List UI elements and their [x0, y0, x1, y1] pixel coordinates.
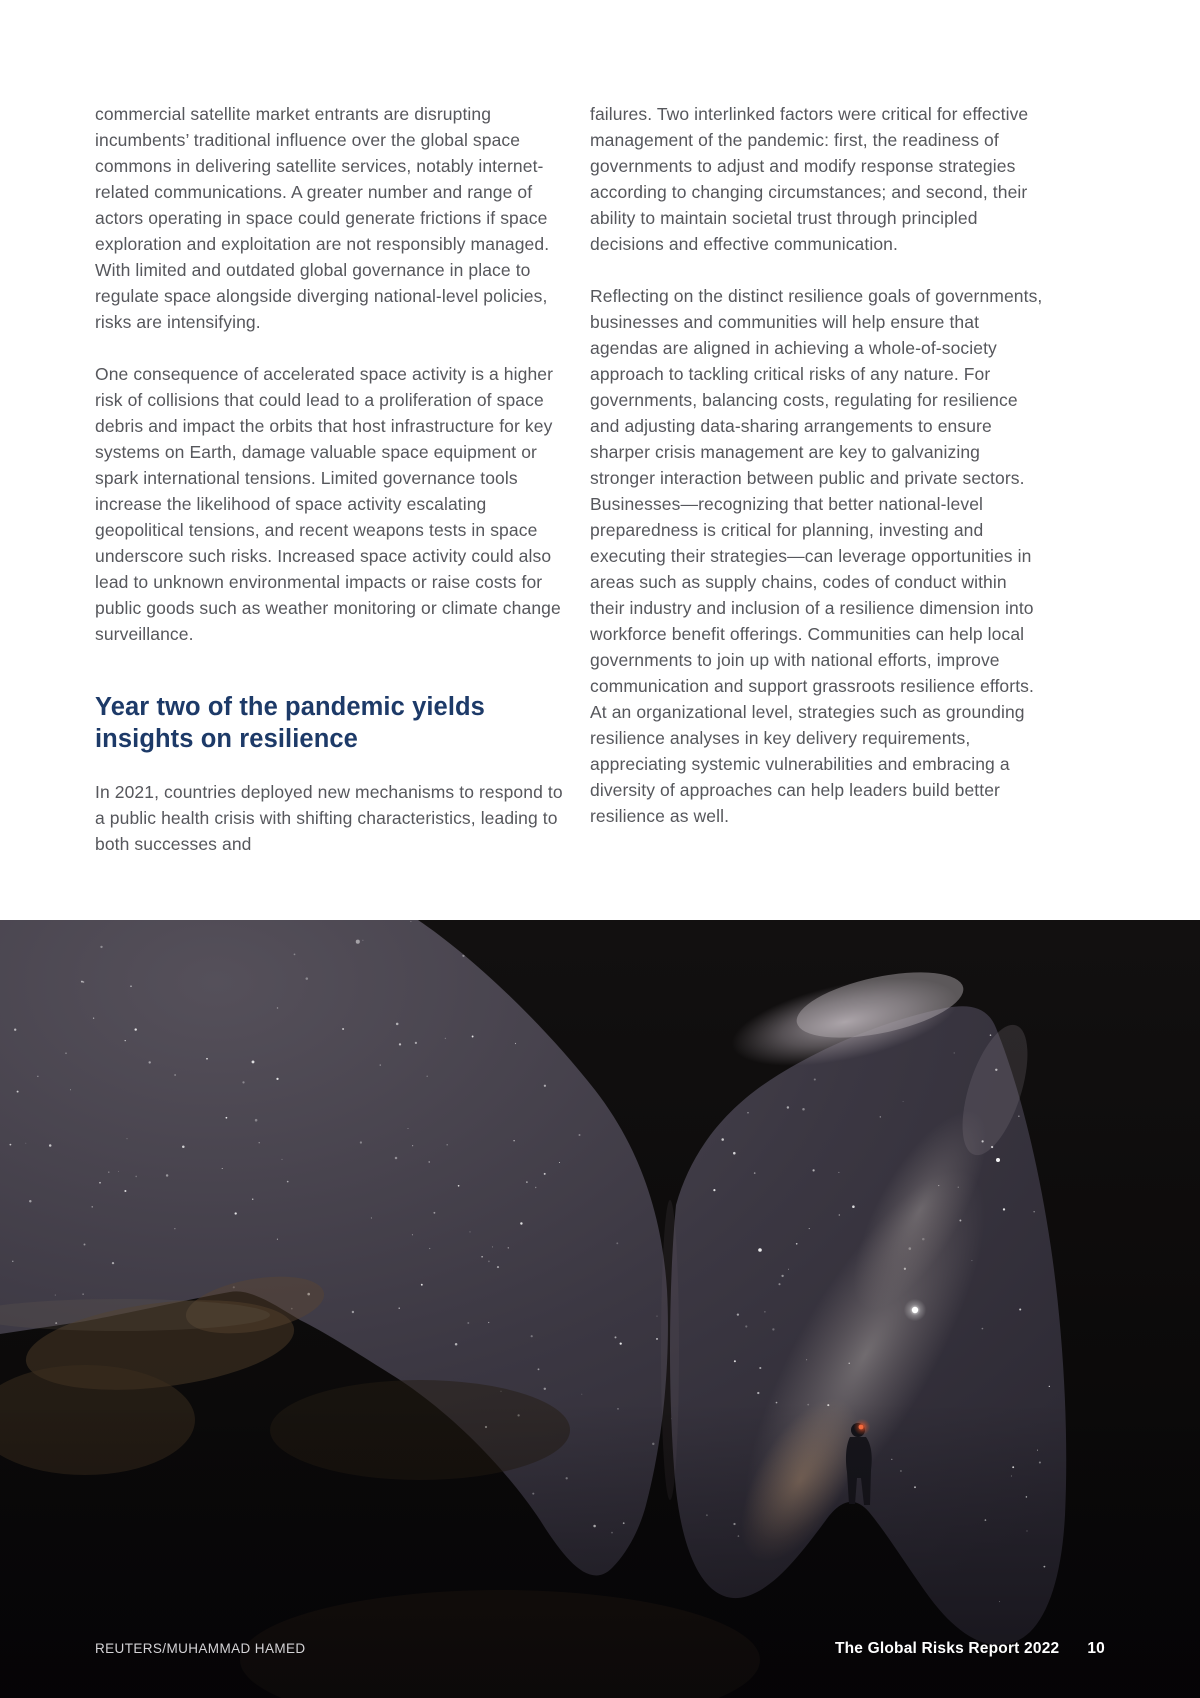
- section-heading: Year two of the pandemic yields insights on resilience: [95, 693, 485, 753]
- right-text-column: [590, 101, 1045, 855]
- page-footer: [835, 1640, 1105, 1658]
- photo-illustration: [0, 920, 1200, 1698]
- paragraph: failures. Two interlinked factors were critical for effective management of the pandemic: first, the readiness of governments to adjust and modify response strategies according to changing circumstances; and second, their ability to maintain societal trust through principled decisions and effective communication.: [590, 104, 1029, 254]
- report-title: The Global Risks Report 2022: [834, 1640, 1060, 1657]
- paragraph: One consequence of accelerated space activity is a higher risk of collisions that could lead to a proliferation of space debris and impact the orbits that host infrastructure for key systems on Earth, damage valuable space equipment or spark international tensions. Limited governance tools increase the likelihood of space activity escalating geopolitical tensions, and recent weapons tests in space underscore such risks. Increased space activity could also lead to unknown environmental impacts or raise costs for public goods such as weather monitoring or climate change surveillance.: [95, 364, 561, 644]
- paragraph: commercial satellite market entrants are disrupting incumbents’ traditional influence over the global space commons in delivering satellite services, notably internet-related communications. A greater number and range of actors operating in space could generate frictions if space exploration and exploitation are not responsibly managed. With limited and outdated global governance in place to regulate space alongside diverging national-level policies, risks are intensifying.: [95, 104, 550, 332]
- night-sky-arch-photo: [0, 920, 1200, 1698]
- left-text-column: [95, 101, 567, 883]
- paragraph: Reflecting on the distinct resilience goals of governments, businesses and communities will help ensure that agendas are aligned in achieving a whole-of-society approach to tackling critical risks of any nature. For governments, balancing costs, regulating for resilience and adjusting data-sharing arrangements to ensure sharper crisis management are key to galvanizing stronger interaction between public and private sectors. Businesses—recognizing that better national-level preparedness is critical for planning, investing and executing their strategies—can leverage opportunities in areas such as supply chains, codes of conduct within their industry and inclusion of a resilience dimension into workforce benefit offerings. Communities can help local governments to join up with national efforts, improve communication and support grassroots resilience efforts. At an organizational level, strategies such as grounding resilience analyses in key delivery requirements, appreciating systemic vulnerabilities and embracing a diversity of approaches can help leaders build better resilience as well.: [590, 286, 1043, 826]
- photo-credit: REUTERS/MUHAMMAD HAMED: [95, 1641, 306, 1656]
- page-number: 10: [1087, 1640, 1105, 1657]
- paragraph: In 2021, countries deployed new mechanisms to respond to a public health crisis with shifting characteristics, leading to both successes and: [95, 782, 563, 854]
- vignette: [0, 920, 1200, 1698]
